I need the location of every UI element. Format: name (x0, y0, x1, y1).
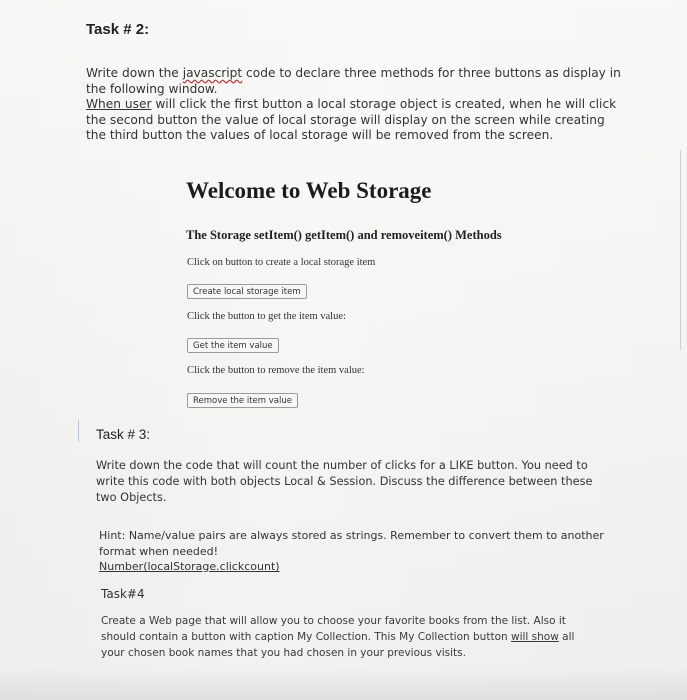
task2-paragraph-1 (86, 66, 626, 97)
task3-hint (99, 528, 609, 575)
task4-text-a: Create a Web page that will allow you to choose your favorite books from the list. Also it should contain a button with caption My Collection. This My Collection button (101, 615, 566, 643)
storage-demo-subtitle: The Storage setItem() getItem() and removeitem() Methods (186, 228, 502, 242)
page-edge-shadow (680, 150, 681, 350)
instruction-get: Click the button to get the item value: (187, 311, 346, 322)
text-cursor-marker (78, 420, 79, 442)
task2-description (86, 66, 626, 144)
instruction-create: Click on button to create a local storage item (187, 257, 376, 268)
task2-text-a: Write down the (86, 66, 183, 80)
task4-heading: Task#4 (101, 587, 145, 601)
task4-description (101, 613, 601, 661)
hint-text: Hint: Name/value pairs are always stored as strings. Remember to convert them to another format when needed! (99, 529, 604, 558)
task4-text-b: all your chosen book names that you had chosen in your previous visits. (101, 631, 575, 659)
hint-code: Number(localStorage.clickcount) (99, 560, 280, 573)
task3-heading: Task # 3: (96, 427, 151, 442)
task2-underlined-text: When user (86, 97, 152, 111)
task2-spellcheck-word: javascript (182, 66, 243, 80)
task4-underlined-text: will show (511, 631, 559, 643)
task2-heading: Task # 2: (86, 21, 150, 38)
storage-demo-title: Welcome to Web Storage (186, 178, 432, 203)
instruction-remove: Click the button to remove the item value: (187, 365, 365, 376)
task3-description: Write down the code that will count the number of clicks for a LIKE button. You need to write this code with both objects Local & Session. Discuss the difference between these two Objects. (96, 459, 593, 504)
get-item-value-button[interactable]: Get the item value (187, 338, 279, 353)
bottom-shadow (0, 668, 687, 700)
create-local-storage-button[interactable]: Create local storage item (187, 284, 307, 299)
task2-text-c: will click the first button a local storage object is created, when he will click the second button the value of local storage will display on the screen while creating the third button the values of local storage will be removed from the screen. (86, 97, 617, 142)
remove-item-value-button[interactable]: Remove the item value (187, 393, 298, 408)
task2-paragraph-2 (86, 97, 626, 144)
task2-text-b: code to declare three methods for three buttons as display in the following window. (86, 66, 621, 96)
